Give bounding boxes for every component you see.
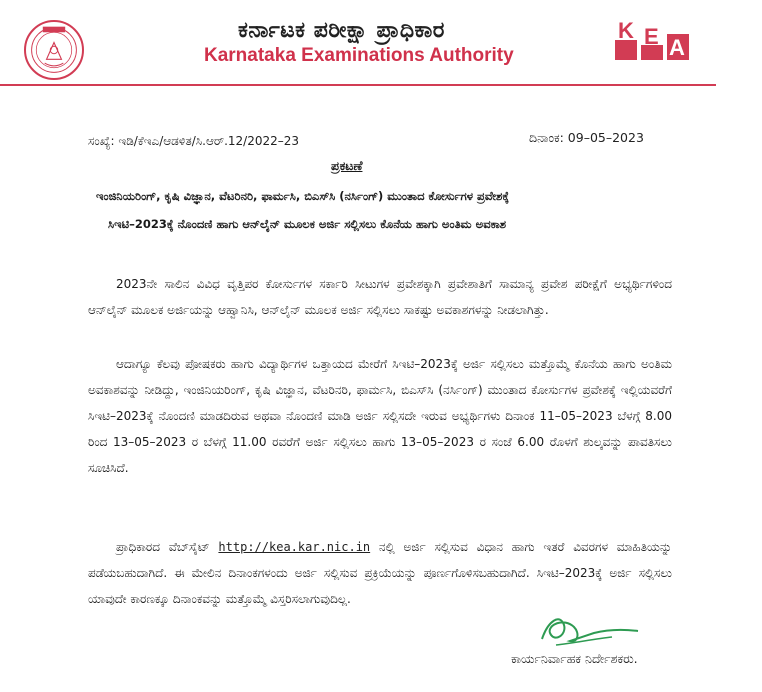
paragraph-3-rest: ನಲ್ಲಿ ಅರ್ಜಿ ಸಲ್ಲಿಸುವ ವಿಧಾನ ಹಾಗು ಇತರೆ ವಿವರಗಳ ಮಾಹಿತಿಯನ್ನು ಪಡೆಯಬಹುದಾಗಿದೆ. ಈ ಮೇಲಿನ ದಿನಾಂಕಗಳಂದು ಅರ್ಜಿ ಸಲ್ಲಿಸುವ ಪ್ರಕ್ರಿಯೆಯನ್ನು ಪೂರ್ಣಗೊಳಿಸಬಹುದಾಗಿದೆ. ಸಿಇಟಿ–2023ಕ್ಕೆ ಅರ್ಜಿ ಸಲ್ಲಿಸಲು ಯಾವುದೇ ಕಾರಣಕ್ಕೂ ದಿನಾಂಕವನ್ನು ಮತ್ತೊಮ್ಮೆ ವಿಸ್ತರಿಸಲಾಗುವುದಿಲ್ಲ. [88,540,672,606]
svg-text:E: E [644,24,659,49]
notice-subject-line-1: ಇಂಜಿನಿಯರಿಂಗ್, ಕೃಷಿ ವಿಜ್ಞಾನ, ವೆಟರಿನರಿ, ಫಾರ್ಮಸಿ, ಬಿಎಸ್‌ಸಿ (ನರ್ಸಿಂಗ್) ಮುಂತಾದ ಕೋರ್ಸುಗಳ ಪ್ರವೇಶಕ್ಕೆ [96,189,510,203]
notice-subject-line-2: ಸಿಇಟಿ–2023ಕ್ಕೆ ನೊಂದಣಿ ಹಾಗು ಆನ್‌ಲೈನ್ ಮೂಲಕ ಅರ್ಜಿ ಸಲ್ಲಿಸಲು ಕೊನೆಯ ಹಾಗು ಅಂತಿಮ ಅವಕಾಶ [108,217,507,231]
kea-website-link[interactable]: http://kea.kar.nic.in [218,540,371,554]
kea-logo-icon [615,18,695,60]
notice-heading: ಪ್ರಕಟಣೆ [331,158,363,173]
notice-date: ದಿನಾಂಕ: 09–05–2023 [529,130,644,145]
svg-text:A: A [669,35,685,60]
authority-title-english: Karnataka Examinations Authority [204,45,514,66]
paragraph-3-intro: ಪ್ರಾಧಿಕಾರದ ವೆಬ್‌ಸೈಟ್ [116,540,219,554]
signatory-designation: ಕಾರ್ಯನಿರ್ವಾಹಕ ನಿರ್ದೇಶಕರು. [511,651,638,666]
signature-icon [534,603,644,655]
body-paragraph-3 [88,534,672,612]
body-paragraph-1: 2023ನೇ ಸಾಲಿನ ವಿವಿಧ ವೃತ್ತಿಪರ ಕೋರ್ಸುಗಳ ಸರ್ಕಾರಿ ಸೀಟುಗಳ ಪ್ರವೇಶಕ್ಕಾಗಿ ಪ್ರವೇಶಾತಿಗೆ ಸಾಮಾನ್ಯ ಪ್ರವೇಶ ಪರೀಕ್ಷೆಗೆ ಅಭ್ಯರ್ಥಿಗಳಿಂದ ಆನ್‌ಲೈನ್ ಮೂಲಕ ಅರ್ಜಿಯನ್ನು ಆಹ್ವಾನಿಸಿ, ಆನ್‌ಲೈನ್ ಮೂಲಕ ಅರ್ಜಿ ಸಲ್ಲಿಸಲು ಸಾಕಷ್ಟು ಅವಕಾಶಗಳನ್ನು ನೀಡಲಾಗಿತ್ತು. [88,277,672,317]
government-seal-icon [24,20,84,80]
header-divider [0,84,716,86]
body-paragraph-2: ಆದಾಗ್ಯೂ ಕೆಲವು ಪೋಷಕರು ಹಾಗು ವಿದ್ಯಾರ್ಥಿಗಳ ಒತ್ತಾಯದ ಮೇರೆಗೆ ಸಿಇಟಿ–2023ಕ್ಕೆ ಅರ್ಜಿ ಸಲ್ಲಿಸಲು ಮತ್ತೊಮ್ಮೆ ಕೊನೆಯ ಹಾಗು ಅಂತಿಮ ಅವಕಾಶವನ್ನು ನೀಡಿದ್ದು, ಇಂಜಿನಿಯರಿಂಗ್, ಕೃಷಿ ವಿಜ್ಞಾನ, ವೆಟರಿನರಿ, ಫಾರ್ಮಸಿ, ಬಿಎಸ್‌ಸಿ (ನರ್ಸಿಂಗ್) ಮುಂತಾದ ಕೋರ್ಸುಗಳ ಪ್ರವೇಶಕ್ಕೆ ಇಲ್ಲಿಯವರೆಗೆ ಸಿಇಟಿ–2023ಕ್ಕೆ ನೊಂದಣಿ ಮಾಡದಿರುವ ಅಥವಾ ನೊಂದಣಿ ಮಾಡಿ ಅರ್ಜಿ ಸಲ್ಲಿಸದೇ ಇರುವ ಅಭ್ಯರ್ಥಿಗಳು ದಿನಾಂಕ 11–05–2023 ಬೆಳಗ್ಗೆ 8.00 ರಿಂದ 13–05–2023 ರ ಬೆಳಗ್ಗೆ 11.00 ರವರೆಗೆ ಅರ್ಜಿ ಸಲ್ಲಿಸಲು ಹಾಗು 13–05–2023 ರ ಸಂಜೆ 6.00 ರೊಳಗೆ ಶುಲ್ಕವನ್ನು ಪಾವತಿಸಲು ಸೂಚಿಸಿದೆ. [88,357,672,475]
reference-number: ಸಂಖ್ಯೆ: ಇಡಿ/ಕೆಇಎ/ಆಡಳಿತ/ಸಿ.ಆರ್.12/2022–23 [88,134,300,148]
svg-text:K: K [618,18,634,43]
authority-title-kannada: ಕರ್ನಾಟಕ ಪರೀಕ್ಷಾ ಪ್ರಾಧಿಕಾರ [238,18,445,43]
